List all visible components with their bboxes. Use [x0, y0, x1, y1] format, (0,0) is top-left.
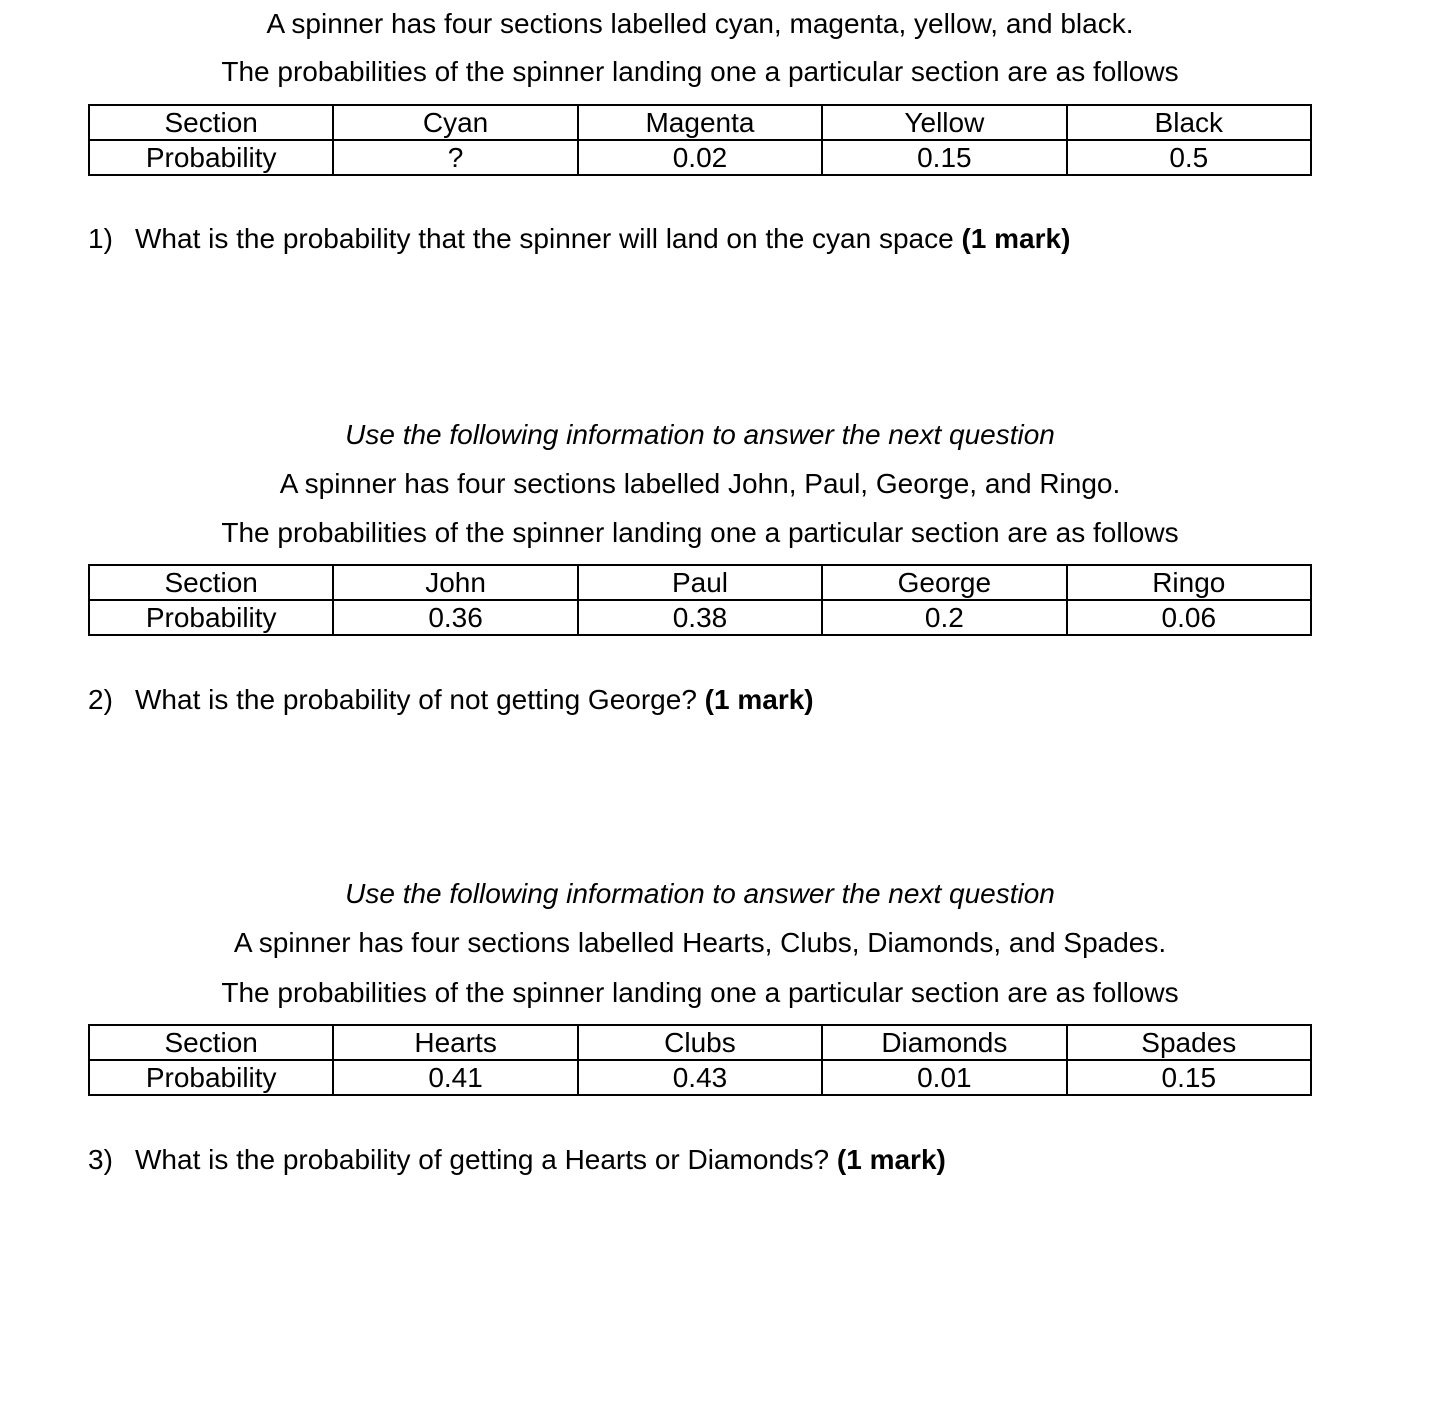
question-marks: (1 mark)	[704, 684, 814, 715]
question-number: 3)	[88, 1144, 113, 1175]
row-header-section: Section	[89, 1025, 333, 1060]
s3-probability-table	[88, 1024, 1312, 1096]
table-cell: Spades	[1067, 1025, 1311, 1060]
table-cell: 0.06	[1067, 600, 1311, 635]
question-1	[88, 222, 1070, 256]
row-header-section: Section	[89, 565, 333, 600]
table-cell: 0.2	[822, 600, 1066, 635]
question-number: 1)	[88, 223, 113, 254]
question-marks: (1 mark)	[836, 1144, 946, 1175]
s3-intro: Use the following information to answer the next question	[345, 878, 1055, 909]
table-cell: Black	[1067, 105, 1311, 140]
table-cell: Paul	[578, 565, 822, 600]
s1-description-line2: The probabilities of the spinner landing one a particular section are as follows	[221, 56, 1179, 87]
table-cell: 0.5	[1067, 140, 1311, 175]
s1-probability-table	[88, 104, 1312, 176]
question-text: What is the probability of not getting George?	[135, 684, 705, 715]
table-cell: Hearts	[333, 1025, 577, 1060]
table-cell: Clubs	[578, 1025, 822, 1060]
table-cell: George	[822, 565, 1066, 600]
s2-intro: Use the following information to answer the next question	[345, 419, 1055, 450]
table-row	[89, 600, 1311, 635]
question-2	[88, 683, 814, 717]
table-cell: 0.02	[578, 140, 822, 175]
table-cell: Magenta	[578, 105, 822, 140]
question-text: What is the probability of getting a Hearts or Diamonds?	[135, 1144, 837, 1175]
s2-description-line1: A spinner has four sections labelled John, Paul, George, and Ringo.	[279, 468, 1121, 499]
table-row	[89, 105, 1311, 140]
table-cell: ?	[333, 140, 577, 175]
s3-description-line2: The probabilities of the spinner landing one a particular section are as follows	[221, 977, 1179, 1008]
table-cell: Diamonds	[822, 1025, 1066, 1060]
s1-description-line1: A spinner has four sections labelled cyan, magenta, yellow, and black.	[266, 8, 1134, 39]
row-header-probability: Probability	[89, 140, 333, 175]
table-row	[89, 1060, 1311, 1095]
question-marks: (1 mark)	[961, 223, 1071, 254]
question-text: What is the probability that the spinner will land on the cyan space	[135, 223, 962, 254]
table-cell: Cyan	[333, 105, 577, 140]
s2-probability-table	[88, 564, 1312, 636]
question-3	[88, 1143, 946, 1177]
question-number: 2)	[88, 684, 113, 715]
table-cell: 0.15	[1067, 1060, 1311, 1095]
row-header-section: Section	[89, 105, 333, 140]
row-header-probability: Probability	[89, 1060, 333, 1095]
table-cell: John	[333, 565, 577, 600]
table-cell: 0.01	[822, 1060, 1066, 1095]
table-cell: 0.15	[822, 140, 1066, 175]
table-row	[89, 1025, 1311, 1060]
table-cell: 0.38	[578, 600, 822, 635]
s2-description-line2: The probabilities of the spinner landing one a particular section are as follows	[221, 517, 1179, 548]
table-cell: Yellow	[822, 105, 1066, 140]
s3-description-line1: A spinner has four sections labelled Hearts, Clubs, Diamonds, and Spades.	[233, 927, 1167, 958]
table-row	[89, 565, 1311, 600]
table-cell: 0.43	[578, 1060, 822, 1095]
row-header-probability: Probability	[89, 600, 333, 635]
table-cell: Ringo	[1067, 565, 1311, 600]
table-row	[89, 140, 1311, 175]
table-cell: 0.36	[333, 600, 577, 635]
table-cell: 0.41	[333, 1060, 577, 1095]
